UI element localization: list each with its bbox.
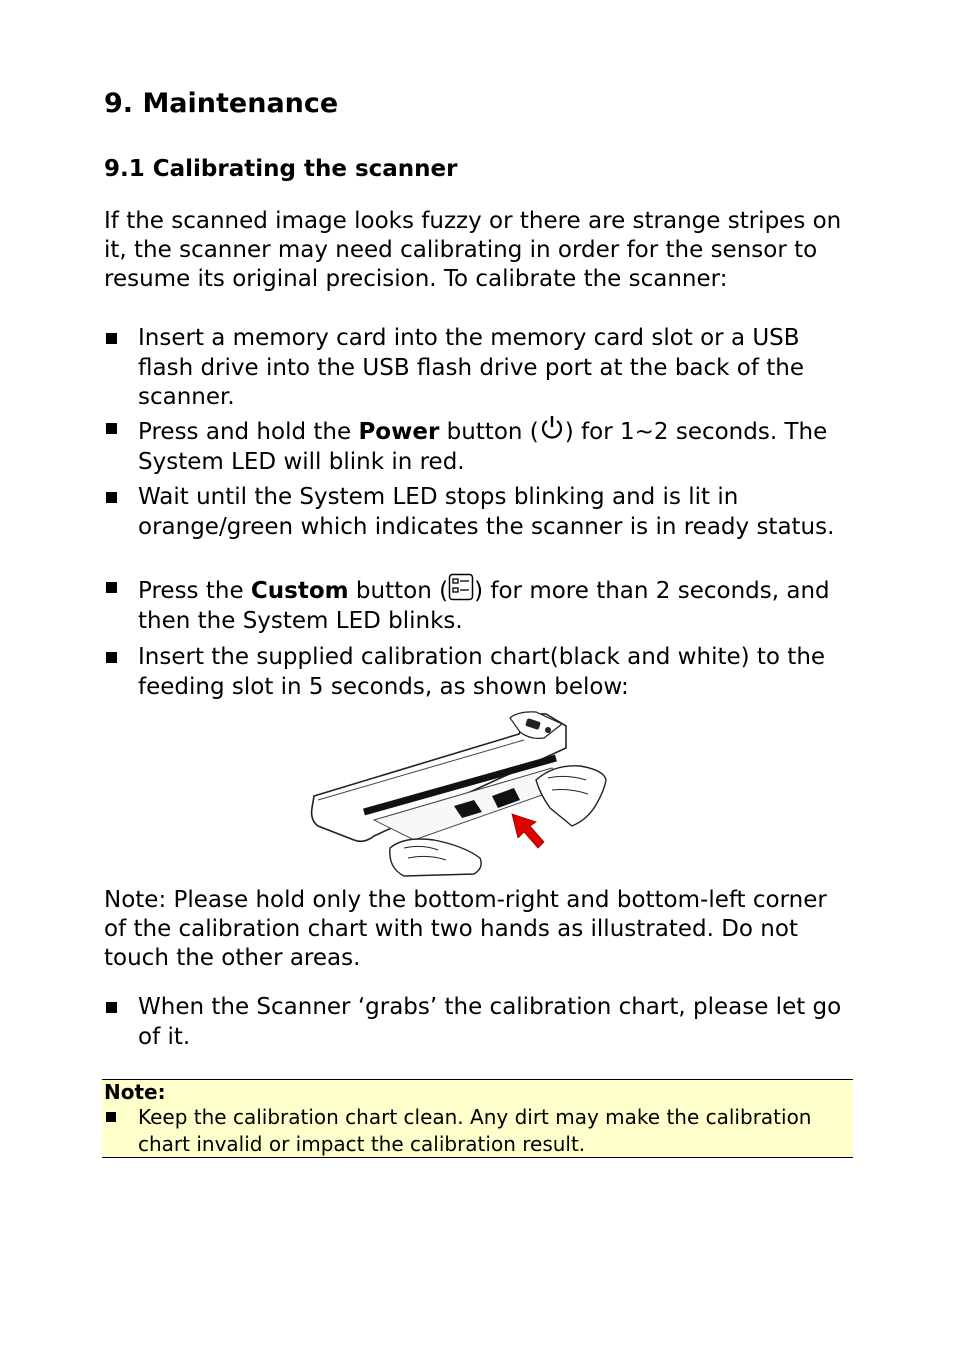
step-1-text: Insert a memory card into the memory card slot or a USB flash drive into the USB flash drive port at the back of the scanner.	[138, 325, 805, 410]
note-title: Note:	[104, 1080, 166, 1104]
bullet-square-icon	[106, 1112, 116, 1122]
power-label: Power	[358, 419, 440, 445]
page-heading: 9. Maintenance	[104, 88, 339, 119]
step-6	[104, 993, 854, 1052]
bullet-square-icon	[106, 1002, 117, 1013]
note-bullet	[104, 1104, 844, 1158]
custom-label: Custom	[250, 578, 349, 604]
step-5	[104, 643, 854, 702]
section-heading: 9.1 Calibrating the scanner	[104, 156, 458, 182]
intro-paragraph: If the scanned image looks fuzzy or there are strange stripes on it, the scanner may need calibrating in order for the sensor to resume its original precision. To calibrate the scanner:	[104, 208, 842, 292]
bullet-square-icon	[106, 423, 117, 434]
figure-note: Note: Please hold only the bottom-right and bottom-left corner of the calibration chart with two hands as illustrated. Do not touch the other areas.	[104, 887, 827, 971]
custom-button-icon	[448, 573, 474, 601]
calibration-illustration	[304, 708, 614, 880]
bullet-square-icon	[106, 582, 117, 593]
step-4	[104, 573, 854, 636]
step-2	[104, 414, 854, 477]
note-box	[102, 1079, 853, 1158]
bullet-square-icon	[106, 333, 117, 344]
step-2-text: Press and hold the Power button ( ) for 1~2 seconds. The System LED will blink in red.	[138, 414, 854, 477]
step-3-text: Wait until the System LED stops blinking and is lit in orange/green which indicates the scanner is in ready status.	[138, 484, 835, 540]
power-icon	[539, 414, 565, 442]
note-text: Keep the calibration chart clean. Any dirt may make the calibration chart invalid or impact the calibration result.	[138, 1105, 812, 1156]
bullet-square-icon	[106, 652, 117, 663]
step-1	[104, 324, 854, 413]
step-6-text: When the Scanner ‘grabs’ the calibration chart, please let go of it.	[138, 994, 842, 1050]
step-4-text: Press the Custom button ( ) for more than 2 seconds, and then the System LED blinks.	[138, 573, 854, 636]
bullet-square-icon	[106, 492, 117, 503]
step-3	[104, 483, 854, 542]
step-5-text: Insert the supplied calibration chart(black and white) to the feeding slot in 5 seconds, as shown below:	[138, 644, 826, 700]
